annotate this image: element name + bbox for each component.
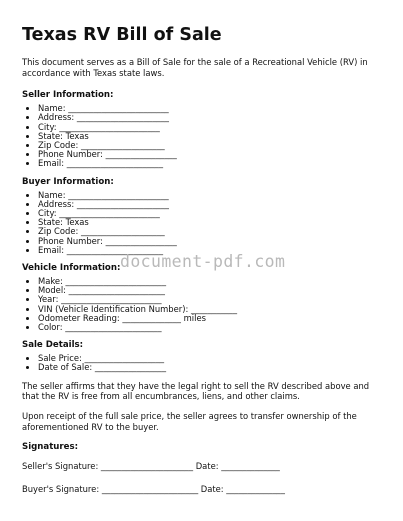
vehicle-vin-field: • VIN (Vehicle Identification Number): ___________ <box>38 305 381 314</box>
buyer-signature-line: Buyer's Signature: _______________________ Date: ______________ <box>22 484 285 495</box>
vehicle-heading: Vehicle Information: <box>22 262 121 273</box>
buyer-name-field: • Name: ________________________ <box>38 191 381 200</box>
buyer-zip-field: • Zip Code: ____________________ <box>38 227 381 236</box>
vehicle-list <box>22 277 381 332</box>
seller-phone-field: • Phone Number: _________________ <box>38 150 381 159</box>
seller-address-field: • Address: ______________________ <box>38 113 381 122</box>
buyer-city-field: • City: ________________________ <box>38 209 381 218</box>
seller-list <box>22 104 381 168</box>
seller-city-field: • City: ________________________ <box>38 123 381 132</box>
buyer-heading: Buyer Information: <box>22 176 114 187</box>
sale-date-field: • Date of Sale: _________________ <box>38 363 381 372</box>
vehicle-odometer-field: • Odometer Reading: ______________ miles <box>38 314 381 323</box>
buyer-list <box>22 191 381 255</box>
sale-list <box>22 354 381 372</box>
sale-heading: Sale Details: <box>22 340 84 351</box>
buyer-address-field: • Address: ______________________ <box>38 200 381 209</box>
vehicle-make-field: • Make: ________________________ <box>38 277 381 286</box>
seller-name-field: • Name: ________________________ <box>38 104 381 113</box>
affirmation-paragraph: The seller affirms that they have the legal right to sell the RV described above and that the RV is free from all encumbrances, liens, and other claims. <box>22 380 370 402</box>
seller-signature-line: Seller's Signature: ______________________ Date: ______________ <box>22 461 280 472</box>
transfer-paragraph: Upon receipt of the full sale price, the seller agrees to transfer ownership of the aforementioned RV to the buyer. <box>22 411 357 433</box>
seller-email-field: • Email: _______________________ <box>38 159 381 168</box>
seller-state-field: • State: Texas <box>38 132 381 141</box>
vehicle-color-field: • Color: _______________________ <box>38 323 381 332</box>
signatures-heading: Signatures: <box>22 442 79 453</box>
sale-price-field: • Sale Price: ___________________ <box>38 354 381 363</box>
vehicle-model-field: • Model: _______________________ <box>38 286 381 295</box>
seller-heading: Seller Information: <box>22 90 114 101</box>
watermark-text: document-pdf.com <box>120 252 286 271</box>
document-title: Texas RV Bill of Sale <box>22 25 222 45</box>
vehicle-year-field: • Year: ________________________ <box>38 295 381 304</box>
intro-paragraph: This document serves as a Bill of Sale for the sale of a Recreational Vehicle (RV) in accordance with Texas state laws. <box>22 57 368 79</box>
buyer-state-field: • State: Texas <box>38 218 381 227</box>
buyer-email-field: • Email: _______________________ <box>38 246 381 255</box>
seller-zip-field: • Zip Code: ____________________ <box>38 141 381 150</box>
buyer-phone-field: • Phone Number: _________________ <box>38 237 381 246</box>
